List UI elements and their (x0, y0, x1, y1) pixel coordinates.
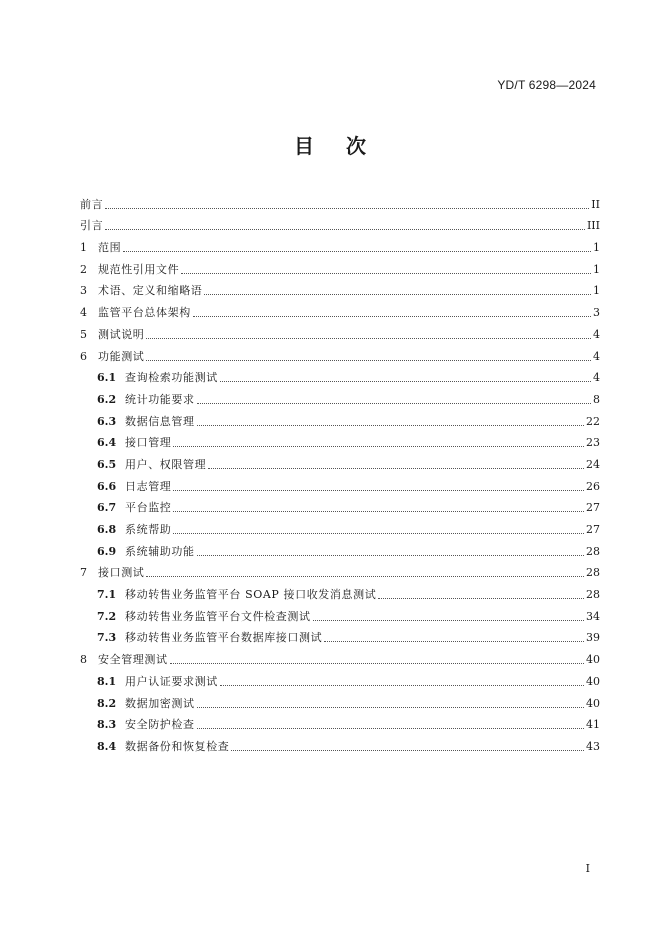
toc-entry-label: 用户认证要求测试 (125, 674, 218, 688)
toc-entry-label: 测试说明 (98, 327, 145, 341)
toc-entry-label: 监管平台总体架构 (98, 306, 191, 320)
toc-entry-page: 3 (593, 306, 600, 320)
title-part-2: 次 (346, 134, 368, 158)
toc-leader-dots (146, 576, 584, 577)
toc-leader-dots (181, 273, 591, 274)
toc-entry-label: 系统辅助功能 (125, 544, 195, 558)
toc-entry-label: 数据备份和恢复检查 (125, 739, 230, 753)
toc-leader-dots (204, 294, 591, 295)
page-number: I (585, 862, 590, 875)
toc-leader-dots (208, 468, 584, 469)
toc-entry-page: 26 (586, 479, 600, 493)
toc-entry-page: 4 (593, 371, 600, 385)
toc-entry[interactable] (80, 385, 600, 407)
toc-entry[interactable] (80, 732, 600, 754)
toc-entry-number: 5 (80, 327, 87, 341)
toc-entry-number: 8.2 (97, 696, 117, 710)
toc-entry-label: 范围 (98, 241, 122, 255)
toc-leader-dots (146, 360, 591, 361)
toc-entry-page: 28 (586, 544, 600, 558)
toc-entry-label: 接口测试 (98, 566, 145, 580)
toc-entry-number: 6.5 (97, 457, 117, 471)
toc-entry-page: 22 (586, 414, 600, 428)
toc-leader-dots (105, 208, 589, 209)
toc-leader-dots (146, 338, 591, 339)
toc-entry-number: 6.8 (97, 523, 117, 536)
toc-entry-label: 移动转售业务监管平台 SOAP 接口收发消息测试 (125, 588, 377, 602)
toc-entry-page: II (591, 197, 600, 211)
toc-entry[interactable] (80, 602, 600, 624)
toc-entry[interactable] (80, 320, 600, 342)
toc-entry-page: 27 (586, 501, 600, 515)
toc-entry[interactable] (80, 255, 600, 277)
toc-entry[interactable] (80, 559, 600, 581)
toc-entry-label: 数据加密测试 (125, 696, 195, 710)
toc-entry-number: 7.2 (97, 609, 117, 623)
toc-entry[interactable] (80, 450, 600, 472)
toc-leader-dots (197, 555, 584, 556)
toc-leader-dots (231, 750, 584, 751)
toc-entry[interactable] (80, 537, 600, 559)
toc-entry-number: 7.1 (97, 588, 117, 602)
toc-entry[interactable] (80, 711, 600, 733)
toc-entry-number: 6.4 (97, 436, 117, 450)
toc-entry-number: 6.9 (97, 544, 117, 558)
table-of-contents (80, 190, 600, 754)
toc-entry-label: 平台监控 (125, 501, 172, 515)
toc-leader-dots (173, 446, 584, 447)
toc-entry-number: 8.3 (97, 718, 117, 732)
toc-entry-page: 28 (586, 588, 600, 602)
toc-leader-dots (197, 728, 584, 729)
toc-entry-page: 40 (586, 653, 600, 667)
toc-entry-page: 4 (593, 349, 600, 363)
toc-entry-number: 6.6 (97, 479, 117, 493)
toc-entry-page: 39 (586, 631, 600, 645)
toc-entry-label: 引言 (80, 219, 104, 233)
toc-entry[interactable] (80, 429, 600, 451)
toc-entry-page: 1 (593, 241, 600, 255)
toc-entry-label: 统计功能要求 (125, 392, 195, 406)
toc-entry-page: 40 (586, 696, 600, 710)
toc-entry-number: 7.3 (97, 631, 117, 645)
toc-entry-label: 前言 (80, 197, 104, 211)
toc-entry-number: 8.4 (97, 739, 117, 753)
toc-entry[interactable] (80, 580, 600, 602)
toc-leader-dots (123, 251, 591, 252)
toc-entry-label: 用户、权限管理 (125, 457, 207, 471)
toc-entry-number: 6.3 (97, 414, 117, 428)
toc-entry-label: 安全防护检查 (125, 718, 195, 732)
toc-entry-number: 6.1 (97, 371, 117, 385)
toc-entry-number: 1 (80, 241, 87, 255)
toc-leader-dots (324, 641, 584, 642)
toc-leader-dots (220, 381, 591, 382)
toc-entry-page: 34 (586, 609, 600, 623)
toc-entry-label: 规范性引用文件 (98, 262, 180, 276)
toc-entry-page: 24 (586, 457, 600, 471)
toc-entry-page: 4 (593, 327, 600, 341)
toc-entry-page: 43 (586, 739, 600, 753)
toc-entry-number: 6 (80, 349, 87, 363)
toc-entry-label: 数据信息管理 (125, 414, 195, 428)
toc-entry[interactable] (80, 364, 600, 386)
toc-entry[interactable] (80, 298, 600, 320)
toc-entry-label: 安全管理测试 (98, 653, 168, 667)
toc-entry-label: 日志管理 (125, 479, 172, 493)
toc-entry-label: 移动转售业务监管平台数据库接口测试 (125, 631, 323, 645)
toc-entry[interactable] (80, 212, 600, 234)
toc-entry-number: 3 (80, 284, 87, 298)
toc-entry-page: 41 (586, 718, 600, 732)
toc-leader-dots (173, 511, 584, 512)
toc-entry-page: 1 (593, 262, 600, 276)
toc-leader-dots (197, 403, 591, 404)
toc-entry-label: 术语、定义和缩略语 (98, 284, 203, 298)
toc-entry[interactable] (80, 190, 600, 212)
toc-entry-label: 系统帮助 (125, 523, 172, 536)
toc-entry[interactable] (80, 515, 600, 537)
toc-entry-page: III (586, 219, 600, 233)
toc-entry-page: 23 (586, 436, 600, 450)
toc-leader-dots (313, 620, 584, 621)
toc-entry-page: 8 (593, 392, 600, 406)
toc-entry-number: 8 (80, 653, 87, 667)
toc-entry[interactable] (80, 645, 600, 667)
toc-entry[interactable] (80, 689, 600, 711)
toc-entry-number: 4 (80, 306, 87, 320)
title-part-1: 目 (294, 134, 316, 158)
toc-leader-dots (170, 663, 584, 664)
toc-entry-number: 2 (80, 262, 87, 276)
toc-entry-page: 40 (586, 674, 600, 688)
toc-entry[interactable] (80, 624, 600, 646)
toc-entry[interactable] (80, 407, 600, 429)
toc-entry[interactable] (80, 277, 600, 299)
toc-leader-dots (173, 533, 584, 534)
toc-leader-dots (197, 707, 584, 708)
toc-entry[interactable] (80, 233, 600, 255)
toc-entry-label: 接口管理 (125, 436, 172, 450)
toc-leader-dots (173, 490, 584, 491)
page-title (0, 130, 662, 159)
toc-leader-dots (378, 598, 584, 599)
toc-entry-label: 移动转售业务监管平台文件检查测试 (125, 609, 311, 623)
toc-entry[interactable] (80, 667, 600, 689)
document-code: YD/T 6298—2024 (497, 78, 596, 92)
toc-entry-page: 28 (586, 566, 600, 580)
toc-entry-number: 6.2 (97, 392, 117, 406)
toc-leader-dots (220, 685, 584, 686)
toc-entry[interactable] (80, 494, 600, 516)
toc-leader-dots (105, 229, 585, 230)
toc-entry[interactable] (80, 342, 600, 364)
toc-entry-number: 8.1 (97, 674, 117, 688)
toc-entry[interactable] (80, 472, 600, 494)
toc-leader-dots (193, 316, 591, 317)
toc-entry-page: 27 (586, 523, 600, 536)
toc-entry-number: 6.7 (97, 501, 117, 515)
toc-entry-label: 查询检索功能测试 (125, 371, 218, 385)
toc-entry-number: 7 (80, 566, 87, 580)
toc-leader-dots (197, 425, 584, 426)
toc-entry-label: 功能测试 (98, 349, 145, 363)
toc-entry-page: 1 (593, 284, 600, 298)
